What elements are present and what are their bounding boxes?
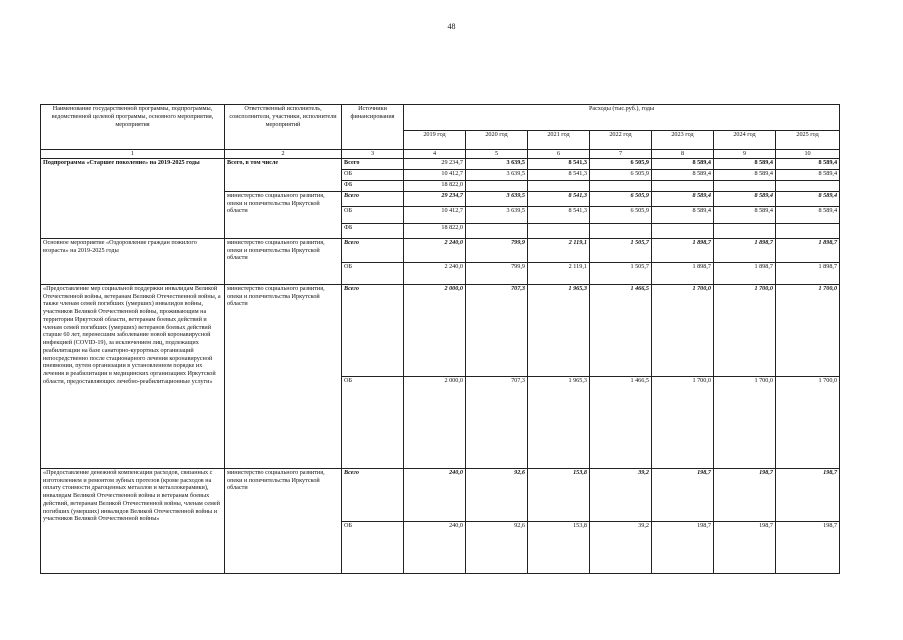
value-cell: 8 589,4: [714, 206, 776, 223]
value-cell: 153,8: [528, 468, 590, 521]
value-cell: 8 589,4: [776, 158, 840, 169]
value-cell: 1 700,0: [652, 284, 714, 376]
value-cell: 92,6: [466, 521, 528, 573]
value-cell: 10 412,7: [404, 169, 466, 180]
column-number: 4: [404, 150, 466, 159]
value-cell: 1 505,7: [590, 262, 652, 284]
value-cell: 240,0: [404, 468, 466, 521]
value-cell: 2 119,1: [528, 262, 590, 284]
value-cell: 1 898,7: [776, 238, 840, 262]
value-cell: 6 505,9: [590, 191, 652, 206]
value-cell: 2 240,0: [404, 262, 466, 284]
source-cell: ОБ: [342, 376, 404, 468]
column-number: 10: [776, 150, 840, 159]
header-executor: Ответственный исполнитель, соисполнители, участники, исполнители мероприятий: [225, 105, 342, 150]
value-cell: 1 466,5: [590, 284, 652, 376]
subprogram-executor: Всего, в том числе: [225, 158, 342, 191]
event-1-executor: министерство социального развития, опеки и попечительства Иркутской области: [225, 284, 342, 468]
column-number: 7: [590, 150, 652, 159]
value-cell: 8 589,4: [652, 158, 714, 169]
column-number: 3: [342, 150, 404, 159]
source-cell: ФБ: [342, 180, 404, 191]
value-cell: 8 541,3: [528, 206, 590, 223]
header-year: 2025 год: [776, 131, 840, 150]
header-year: 2024 год: [714, 131, 776, 150]
value-cell: 240,0: [404, 521, 466, 573]
value-cell: 707,3: [466, 376, 528, 468]
value-cell: 1 700,0: [652, 376, 714, 468]
header-year: 2019 год: [404, 131, 466, 150]
value-cell: 198,7: [714, 521, 776, 573]
header-year: 2020 год: [466, 131, 528, 150]
value-cell: 29 234,7: [404, 158, 466, 169]
value-cell: 3 639,5: [466, 158, 528, 169]
header-year: 2021 год: [528, 131, 590, 150]
value-cell: [466, 180, 528, 191]
value-cell: [652, 223, 714, 238]
source-cell: Всего: [342, 284, 404, 376]
value-cell: 3 639,5: [466, 191, 528, 206]
value-cell: 1 965,3: [528, 284, 590, 376]
budget-table: [40, 104, 840, 574]
source-cell: ФБ: [342, 223, 404, 238]
source-cell: Всего: [342, 158, 404, 169]
value-cell: [776, 223, 840, 238]
event-2-executor: министерство социального развития, опеки и попечительства Иркутской области: [225, 468, 342, 573]
column-number: 2: [225, 150, 342, 159]
value-cell: 1 505,7: [590, 238, 652, 262]
value-cell: [776, 180, 840, 191]
column-number: 6: [528, 150, 590, 159]
value-cell: 707,3: [466, 284, 528, 376]
column-number: 8: [652, 150, 714, 159]
header-name: Наименование государственной программы, подпрограммы, ведомственной целевой программы, основного мероприятия, мероприятия: [41, 105, 225, 150]
source-cell: ОБ: [342, 169, 404, 180]
value-cell: 8 541,3: [528, 169, 590, 180]
column-number: 5: [466, 150, 528, 159]
value-cell: 3 639,5: [466, 206, 528, 223]
main-event-executor: министерство социального развития, опеки и попечительства Иркутской области: [225, 238, 342, 284]
value-cell: 1 700,0: [776, 376, 840, 468]
value-cell: 1 898,7: [652, 262, 714, 284]
value-cell: 10 412,7: [404, 206, 466, 223]
header-year: 2022 год: [590, 131, 652, 150]
value-cell: 8 589,4: [714, 191, 776, 206]
event-1-name: «Предоставление мер социальной поддержки инвалидам Великой Отечественной войны, ветеранам Великой Отечественной войны, а также членам семей погибших (умерших) инвалидов войны, участников Великой Отечественной войны, проживающим на территории Иркутской области, ветеранам боевых действий и членам семей погибших (умерших) ветеранов боевых действий старше 60 лет, перенесшим заболевание новой коронавирусной инфекцией (COVID-19), за исключением лиц, подлежащих реабилитации на базе санаторно-курортных организаций непосредственно после стационарного лечения коронавирусной пневмонии, путем организации в установленном порядке их лечения и реабилитации в медицинских организациях Иркутской области, предоставляющих лечебно-реабилитационные услуги»: [41, 284, 225, 468]
header-year: 2023 год: [652, 131, 714, 150]
value-cell: 1 700,0: [714, 284, 776, 376]
value-cell: 8 589,4: [714, 169, 776, 180]
value-cell: 799,9: [466, 262, 528, 284]
ministry-executor: министерство социального развития, опеки и попечительства Иркутской области: [225, 191, 342, 238]
column-number: 1: [41, 150, 225, 159]
source-cell: ОБ: [342, 262, 404, 284]
value-cell: 6 505,9: [590, 169, 652, 180]
header-source: Источники финансирования: [342, 105, 404, 150]
value-cell: [652, 180, 714, 191]
value-cell: 198,7: [652, 468, 714, 521]
value-cell: 6 505,9: [590, 158, 652, 169]
value-cell: 1 898,7: [652, 238, 714, 262]
value-cell: 198,7: [776, 521, 840, 573]
value-cell: 18 822,0: [404, 223, 466, 238]
value-cell: [466, 223, 528, 238]
value-cell: 1 466,5: [590, 376, 652, 468]
source-cell: ОБ: [342, 521, 404, 573]
source-cell: Всего: [342, 468, 404, 521]
source-cell: ОБ: [342, 206, 404, 223]
value-cell: 1 700,0: [776, 284, 840, 376]
main-event-name: Основное мероприятие «Оздоровление граждан пожилого возраста» на 2019-2025 годы: [41, 238, 225, 284]
value-cell: [528, 223, 590, 238]
column-number: 9: [714, 150, 776, 159]
value-cell: 1 700,0: [714, 376, 776, 468]
source-cell: Всего: [342, 238, 404, 262]
value-cell: 3 639,5: [466, 169, 528, 180]
value-cell: 2 119,1: [528, 238, 590, 262]
page-number: 48: [447, 22, 456, 31]
value-cell: 8 589,4: [652, 191, 714, 206]
value-cell: 6 505,9: [590, 206, 652, 223]
value-cell: 2 000,0: [404, 376, 466, 468]
value-cell: 8 589,4: [776, 191, 840, 206]
value-cell: [590, 223, 652, 238]
value-cell: 8 541,3: [528, 191, 590, 206]
value-cell: [590, 180, 652, 191]
value-cell: 18 822,0: [404, 180, 466, 191]
value-cell: 8 589,4: [652, 206, 714, 223]
value-cell: 8 589,4: [652, 169, 714, 180]
value-cell: [528, 180, 590, 191]
subprogram-name: Подпрограмма «Старшее поколение» на 2019-2025 годы: [41, 158, 225, 238]
value-cell: 8 589,4: [776, 169, 840, 180]
value-cell: 2 000,0: [404, 284, 466, 376]
source-cell: Всего: [342, 191, 404, 206]
value-cell: 799,9: [466, 238, 528, 262]
value-cell: [714, 180, 776, 191]
value-cell: [714, 223, 776, 238]
value-cell: 153,8: [528, 521, 590, 573]
value-cell: 1 898,7: [776, 262, 840, 284]
value-cell: 39,2: [590, 521, 652, 573]
value-cell: 198,7: [652, 521, 714, 573]
value-cell: 92,6: [466, 468, 528, 521]
value-cell: 8 589,4: [714, 158, 776, 169]
value-cell: 198,7: [776, 468, 840, 521]
value-cell: 198,7: [714, 468, 776, 521]
value-cell: 1 965,3: [528, 376, 590, 468]
value-cell: 1 898,7: [714, 262, 776, 284]
event-2-name: «Предоставление денежной компенсации расходов, связанных с изготовлением и ремонтом зубных протезов (кроме расходов на оплату стоимости драгоценных металлов и металлокерамики), инвалидам Великой Отечественной войны и ветеранам боевых действий, ветеранам Великой Отечественной войны, членам семей погибших (умерших) инвалидов Великой Отечественной войны и участников Великой Отечественной войны»: [41, 468, 225, 573]
header-expenses: Расходы (тыс.руб.), годы: [404, 105, 840, 131]
value-cell: 2 240,0: [404, 238, 466, 262]
value-cell: 1 898,7: [714, 238, 776, 262]
value-cell: 8 589,4: [776, 206, 840, 223]
value-cell: 39,2: [590, 468, 652, 521]
value-cell: 8 541,3: [528, 158, 590, 169]
value-cell: 29 234,7: [404, 191, 466, 206]
